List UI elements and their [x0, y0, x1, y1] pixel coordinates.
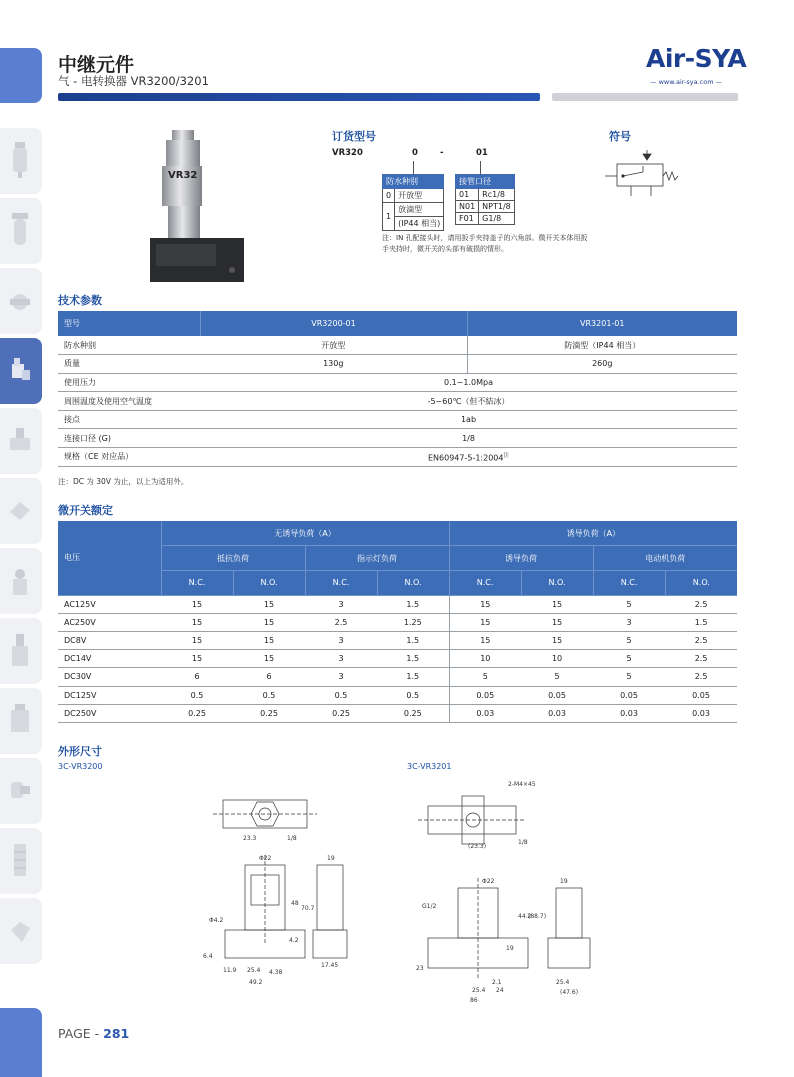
rating-cell: 1.5 [377, 668, 449, 686]
svg-text:25.4: 25.4 [472, 987, 486, 994]
table-row [58, 631, 737, 649]
rating-cell: 0.03 [521, 704, 593, 722]
svg-text:Φ22: Φ22 [259, 855, 272, 862]
rating-cell: 0.25 [161, 704, 233, 722]
svg-text:70.7: 70.7 [301, 905, 315, 912]
svg-text:24: 24 [496, 987, 504, 994]
rating-cell: 6 [161, 668, 233, 686]
rating-cell: 1.25 [377, 613, 449, 631]
svg-text:(47.6): (47.6) [560, 989, 579, 996]
page-title: 中继元件 [58, 54, 135, 76]
solenoid-icon [8, 700, 32, 740]
rating-cell: 3 [305, 650, 377, 668]
category-tab-fitting[interactable] [0, 758, 42, 824]
rating-cell: 15 [521, 631, 593, 649]
manifold-icon [8, 630, 32, 670]
cylinder-icon [8, 490, 32, 530]
table-row [58, 668, 737, 686]
svg-text:44.2: 44.2 [518, 913, 532, 920]
svg-text:4.2: 4.2 [289, 937, 299, 944]
rating-cell: 0.5 [161, 686, 233, 704]
fitting-icon [8, 770, 32, 810]
rating-cell: 3 [305, 595, 377, 613]
svg-text:4.38: 4.38 [269, 969, 283, 976]
relay-element-icon [8, 350, 32, 390]
rating-body [58, 595, 737, 722]
option2-desc: NPT1/8 [479, 201, 515, 213]
order-note: 注：IN 孔配接头时，请用扳手夹持盖子的六角部。微开关本体用扳手夹持时，微开关的头部有破损的情形。 [382, 234, 588, 253]
voltage-cell: AC125V [58, 595, 161, 613]
chapter-tab[interactable] [0, 48, 42, 103]
rating-cell: 0.5 [377, 686, 449, 704]
order-title: 订货型号 [332, 130, 376, 143]
voltage-cell: DC14V [58, 650, 161, 668]
table-row: 周围温度及使用空气温度 -5~60℃（但不結冰） [58, 392, 737, 411]
rating-cell: 0.05 [593, 686, 665, 704]
svg-text:48: 48 [291, 900, 299, 907]
category-tab-valve[interactable] [0, 408, 42, 474]
svg-text:(88.7): (88.7) [528, 913, 547, 920]
svg-text:2.1: 2.1 [492, 979, 502, 986]
option2-desc: G1/8 [479, 213, 515, 225]
voltage-cell: DC30V [58, 668, 161, 686]
svg-text:Φ4.2: Φ4.2 [209, 917, 224, 924]
voltage-cell: DC125V [58, 686, 161, 704]
option1-desc: 放滴型 [395, 203, 444, 217]
valve-icon [8, 420, 32, 460]
code-b-leader [480, 161, 481, 174]
rating-cell: 2.5 [665, 650, 737, 668]
rating-cell: 0.05 [449, 686, 521, 704]
svg-text:49.2: 49.2 [249, 979, 263, 986]
svg-text:1/8: 1/8 [518, 839, 528, 846]
option-port-table [455, 174, 515, 225]
voltage-cell: DC250V [58, 704, 161, 722]
category-tab-cylinder[interactable] [0, 478, 42, 544]
table-row: 规格（CE 对应品） $EN60947-5-1:2004^注$ [58, 448, 737, 467]
category-tab-solenoid[interactable] [0, 688, 42, 754]
option2-code: N01 [456, 201, 479, 213]
option2-header: 接管口径 [456, 175, 515, 189]
filter-icon [8, 140, 32, 180]
rating-cell: 5 [593, 631, 665, 649]
rating-cell: 2.5 [305, 613, 377, 631]
rating-group-header: 无诱导负荷（A） [161, 521, 449, 546]
option1-desc: 开放型 [395, 189, 444, 203]
category-tab-accessory[interactable] [0, 898, 42, 964]
svg-text:6.4: 6.4 [203, 953, 213, 960]
svg-text:23.3: 23.3 [243, 835, 257, 842]
rating-cell: 15 [233, 613, 305, 631]
code-sep: - [440, 148, 444, 158]
rating-cell: 5 [593, 595, 665, 613]
svg-text:G1/2: G1/2 [422, 903, 437, 910]
rating-cell: 0.25 [305, 704, 377, 722]
rating-cell: 15 [449, 631, 521, 649]
rating-cell: 2.5 [665, 631, 737, 649]
svg-text:(23.3): (23.3) [468, 843, 487, 850]
rating-cell: 0.05 [521, 686, 593, 704]
category-sidebar [0, 128, 42, 968]
rating-cell: 0.05 [665, 686, 737, 704]
svg-text:11.9: 11.9 [223, 967, 237, 974]
category-tab-manifold[interactable] [0, 618, 42, 684]
svg-text:86: 86 [470, 997, 478, 1003]
product-photo [148, 128, 258, 288]
rating-sub-header: 诱导负荷 [449, 546, 593, 571]
page-corner-tab [0, 1008, 42, 1077]
svg-text:17.45: 17.45 [321, 962, 339, 969]
brand-url: — www.air-sya.com — [650, 78, 723, 86]
rating-cell: 0.25 [377, 704, 449, 722]
tech-params-table [58, 311, 737, 467]
tech-section-title: 技术参数 [58, 294, 102, 307]
category-tab-pressure-switch[interactable] [0, 548, 42, 614]
table-row: 接点 1ab [58, 410, 737, 429]
category-tab-silencer[interactable] [0, 828, 42, 894]
dims-right-label: 3C-VR3201 [407, 762, 452, 771]
tech-header-cell: VR3201-01 [467, 311, 737, 336]
category-tab-regulator[interactable] [0, 268, 42, 334]
code-a: 0 [412, 148, 418, 158]
svg-text:19: 19 [560, 878, 568, 885]
rating-cell: 1.5 [377, 631, 449, 649]
svg-text:Φ22: Φ22 [482, 878, 495, 885]
table-row [58, 704, 737, 722]
rating-cell: 15 [449, 613, 521, 631]
svg-text:25.4: 25.4 [247, 967, 261, 974]
option2-desc: Rc1/8 [479, 189, 515, 201]
rating-cell: 6 [233, 668, 305, 686]
rating-sub-header: 抵抗负荷 [161, 546, 305, 571]
rating-cell: 2.5 [665, 595, 737, 613]
table-row [58, 595, 737, 613]
rating-cell: 15 [233, 650, 305, 668]
switch-rating-table: 电压 无诱导负荷（A） 诱导负荷（A） 抵抗负荷 指示灯负荷 诱导负荷 电动机负荷 N.C. N.O. N.C. N.O. N.C. N.O. N.C. N.O. AC125V 15 15 3 1.5 15 15 5 2.5 AC250V 15 15 2.5 1.25 15 15 3 1.5 DC8V 15 15 3 1.5 15 15 5 2.5 DC14V 15 15 3 1.5 10 10 5 2.5 DC30V 6 6 3 1.5 5 5 5 2.5 DC125V 0.5 0.5 0.5 0.5 0.05 0.05 0.05 0.05 DC250V 0.25 0.25 0.25 0.25 0.03 0.03 0.03 0.03 [58, 521, 737, 723]
svg-text:19: 19 [327, 855, 335, 862]
voltage-cell: DC8V [58, 631, 161, 649]
symbol-title: 符号 [609, 130, 631, 143]
table-row: 使用压力 0.1~1.0Mpa [58, 373, 737, 392]
option-waterproof-table [382, 174, 444, 231]
rating-cell: 2.5 [665, 668, 737, 686]
tech-header-cell: 型号 [58, 311, 200, 336]
rating-cell: 3 [305, 631, 377, 649]
rating-sub-header: 指示灯负荷 [305, 546, 449, 571]
category-tab-filter[interactable] [0, 128, 42, 194]
table-row [58, 650, 737, 668]
table-row [58, 613, 737, 631]
table-row: 质量 130g 260g [58, 355, 737, 374]
rating-cell: 15 [233, 631, 305, 649]
rating-cell: 15 [161, 631, 233, 649]
rating-cell: 15 [449, 595, 521, 613]
option1-header: 防水种别 [383, 175, 444, 189]
rating-cell: 15 [161, 595, 233, 613]
header-bar [58, 93, 540, 101]
rating-cell: 15 [161, 613, 233, 631]
svg-text:23: 23 [416, 965, 424, 972]
svg-text:19: 19 [506, 945, 514, 952]
rating-cell: 0.5 [233, 686, 305, 704]
option1-code: 1 [383, 203, 395, 231]
option2-code: 01 [456, 189, 479, 201]
rating-cell: 1.5 [377, 595, 449, 613]
dims-left-label: 3C-VR3200 [58, 762, 103, 771]
pressure-switch-icon [8, 560, 32, 600]
rating-section-title: 微开关额定 [58, 504, 113, 517]
svg-text:1/8: 1/8 [287, 835, 297, 842]
regulator-icon [8, 280, 32, 320]
dims-section-title: 外形尺寸 [58, 745, 102, 758]
rating-cell: 0.03 [593, 704, 665, 722]
tech-note: 注：DC 为 30V 为止，以上为适用外。 [58, 477, 189, 486]
lubricator-icon [8, 210, 32, 250]
rating-cell: 5 [521, 668, 593, 686]
rating-group-header: 诱导负荷（A） [449, 521, 737, 546]
category-tab-relay[interactable] [0, 338, 42, 404]
silencer-icon [8, 840, 32, 880]
tech-header-cell: VR3200-01 [200, 311, 467, 336]
rating-cell: 3 [305, 668, 377, 686]
rating-cell: 1.5 [377, 650, 449, 668]
page-number: PAGE - 281 [58, 1026, 130, 1041]
option1-code: 0 [383, 189, 395, 203]
voltage-cell: AC250V [58, 613, 161, 631]
rating-cell: 5 [593, 668, 665, 686]
pneumatic-symbol [603, 146, 683, 204]
rating-cell: 15 [233, 595, 305, 613]
brand-logo: Air-SYA [646, 44, 747, 73]
svg-text:2-M4×45: 2-M4×45 [508, 781, 536, 788]
rating-cell: 15 [161, 650, 233, 668]
table-row: 连接口径 (G) 1/8 [58, 429, 737, 448]
rating-cell: 10 [449, 650, 521, 668]
rating-sub-header: 电动机负荷 [593, 546, 737, 571]
rating-cell: 3 [593, 613, 665, 631]
rating-cell: 0.5 [305, 686, 377, 704]
code-b: 01 [476, 148, 488, 158]
rating-cell: 15 [521, 595, 593, 613]
product-label: VR32 [168, 170, 198, 181]
rating-cell: 5 [449, 668, 521, 686]
table-row [58, 686, 737, 704]
rating-cell: 15 [521, 613, 593, 631]
rating-cell: 1.5 [665, 613, 737, 631]
dimension-drawing-vr3201 [410, 778, 600, 1003]
dimension-drawing-vr3200 [195, 780, 365, 995]
option1-desc-sub: (IP44 相当) [395, 217, 444, 231]
rating-cell: 0.03 [665, 704, 737, 722]
svg-text:25.4: 25.4 [556, 979, 570, 986]
rating-cell: 0.03 [449, 704, 521, 722]
option2-code: F01 [456, 213, 479, 225]
rating-cell: 10 [521, 650, 593, 668]
accessory-icon [8, 910, 32, 950]
header-bar-grey [552, 93, 738, 101]
category-tab-lubricator[interactable] [0, 198, 42, 264]
table-row: 防水种别 开放型 防滴型（IP44 相当） [58, 336, 737, 355]
page-subtitle: 气 - 电转换器 VR3200/3201 [58, 74, 209, 88]
rating-cell: 0.25 [233, 704, 305, 722]
code-a-leader [413, 161, 414, 174]
rating-cell: 5 [593, 650, 665, 668]
rating-voltage-header: 电压 [58, 521, 161, 595]
code-prefix: VR320 [332, 148, 363, 158]
